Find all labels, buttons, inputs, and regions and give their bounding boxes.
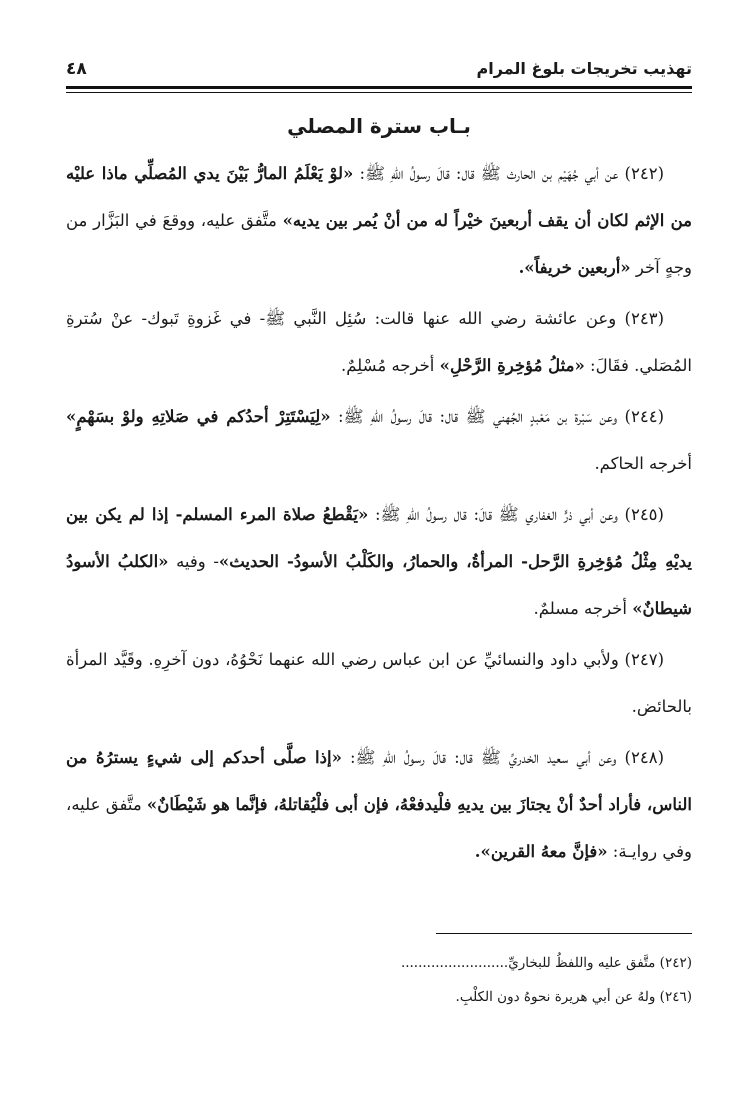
hadith-quote: «إذا صلَّى أحدكم إلى شيءٍ يسترُهُ من الناس، فأراد أحدٌ أنْ يجتازَ بين يديهِ فلْيدفعْهُ، فإن أبى فلْيُقاتلهُ، فإنَّما هو شَيْطَانٌ» <box>66 748 692 814</box>
hadith-intro: (٢٤٧) ولأبي داود والنسائيِّ عن ابن عباس رضي الله عنهما نَحْوُهُ، دون آخرِهِ. وقَيَّد المرأة بالحائض. <box>66 650 692 716</box>
hadith-242 <box>66 150 692 291</box>
chapter-title: بـاب سترة المصلي <box>287 114 471 138</box>
hadith-247 <box>66 636 692 730</box>
hadith-source: أخرجه مُسْلِمٌ. <box>340 356 440 375</box>
footnote-rule <box>436 933 692 934</box>
hadith-intro: (٢٤٢) عن أبي جُهَيْم بن الحارث ﷺ قال: قالَ رسولُ اللهِ ﷺ: <box>353 164 665 183</box>
header-rule-thin <box>66 92 692 93</box>
hadith-source: متَّفق عليه، ووقعَ في البَزَّار من وجهٍ آخر <box>66 211 692 277</box>
page-number: ٤٨ <box>66 59 87 79</box>
header-rule-thick <box>66 86 692 89</box>
hadith-source: متَّفق عليه، وفي روايـة: <box>66 795 692 861</box>
hadith-intro: (٢٤٥) وعن أبي ذرٍّ الغفاري ﷺ قالَ: قال رسولُ اللهِ ﷺ: <box>368 505 664 524</box>
hadith-quote: «مثلُ مُؤخِرةِ الرَّحْلِ» <box>439 356 585 375</box>
footnote-242: (٢٤٢) متَّفق عليه واللفظُ للبخاريِّ......................... <box>400 955 692 971</box>
hadith-source: - وفيه <box>168 552 219 571</box>
hadith-quote: «لوْ يَعْلَمُ المارُّ بَيْنَ يدي المُصلِّي ماذا عليْه من الإثم لكان أن يقف أربعينَ خيْراً له من أنْ يُمر بين يديه» <box>66 164 692 230</box>
hadith-list <box>66 150 692 879</box>
hadith-248 <box>66 734 692 875</box>
hadith-extra-quote: «فإنَّ معهُ القرين». <box>474 842 608 861</box>
hadith-quote: «لِيَسْتَتِرْ أحدُكم في صَلاتِهِ ولوْ بسَهْمٍ» <box>66 407 331 426</box>
hadith-245 <box>66 491 692 632</box>
hadith-243 <box>66 295 692 389</box>
hadith-tail: أخرجه مسلمٌ. <box>533 599 633 618</box>
footnotes <box>66 946 692 1014</box>
hadith-244 <box>66 393 692 487</box>
footnote-246: (٢٤٦) ولهُ عن أبي هريرة نحوهُ دون الكلْبِ. <box>455 989 692 1005</box>
hadith-intro: (٢٤٣) وعن عائشة رضي الله عنها قالت: سُئِل النَّبي ﷺ- في غَزوةِ تَبوك- عنْ سُترةِ المُصَلي. فقَالَ: <box>66 309 692 375</box>
hadith-extra-quote: «الكلبُ الأسودُ شيطانٌ» <box>66 552 692 618</box>
hadith-intro: (٢٤٤) وعن سَبْرة بن مَعْبدٍ الجُهني ﷺ قال: قالَ رسولُ اللهِ ﷺ: <box>330 407 664 426</box>
running-header <box>66 58 692 86</box>
hadith-intro: (٢٤٨) وعن أبي سعيد الخدريِّ ﷺ قال: قالَ رسولُ اللهِ ﷺ: <box>341 748 664 767</box>
hadith-quote: «يَقْطعُ صلاة المرء المسلم- إذا لم يكن بين يديْهِ مِثْلُ مُؤخِرةِ الرَّحل- المرأةُ، والحمارُ، والكَلْبُ الأسودُ- الحديث» <box>66 505 693 571</box>
running-header-title: تهذيب تخريجات بلوغ المرام <box>476 59 692 78</box>
hadith-extra-quote: «أربعين خريفاً». <box>518 258 631 277</box>
hadith-source: أخرجه الحاكم. <box>594 454 692 473</box>
